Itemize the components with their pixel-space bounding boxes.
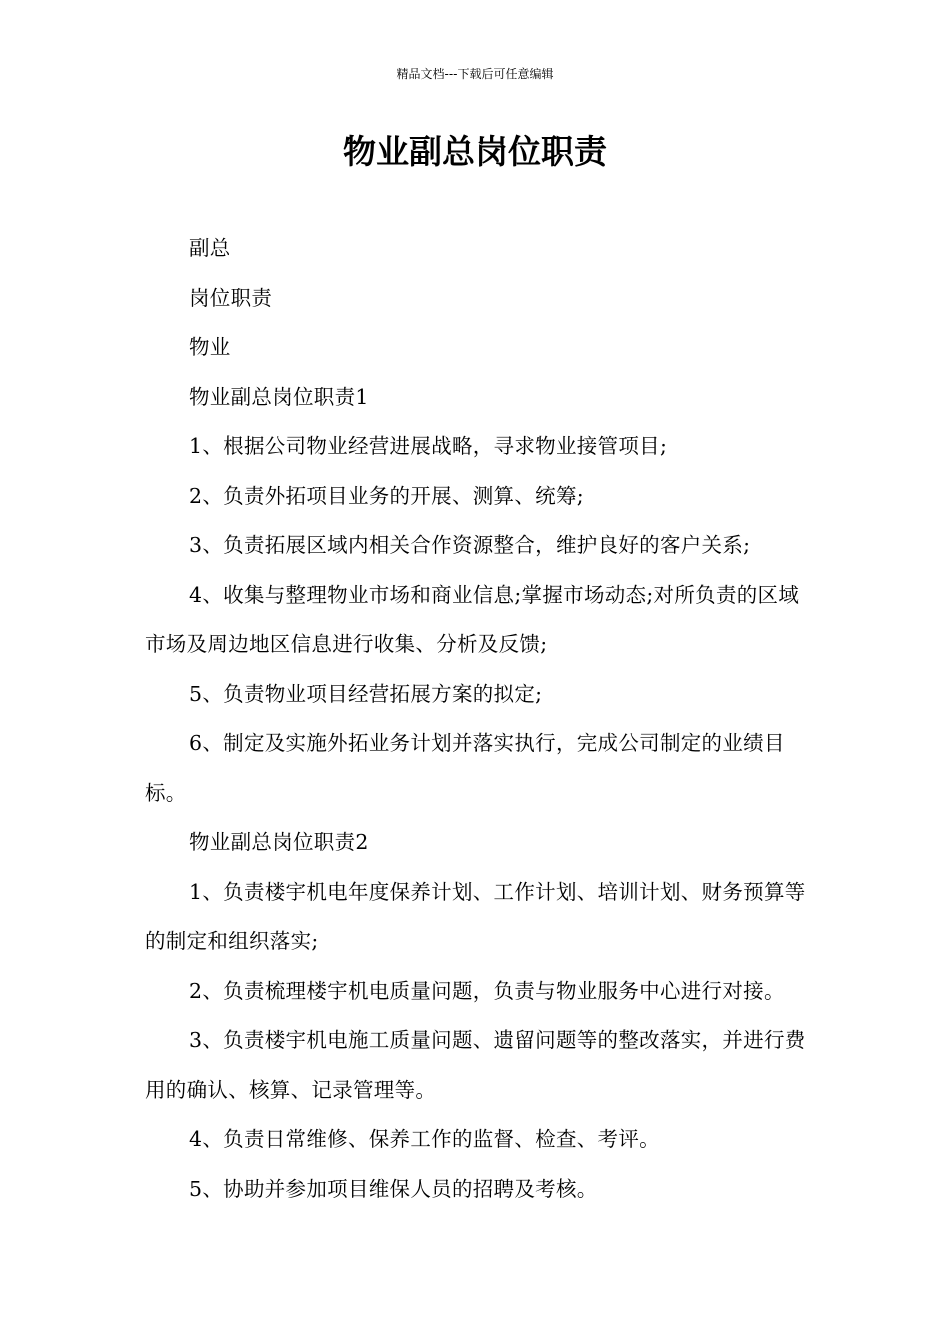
document-title: 物业副总岗位职责 xyxy=(343,132,607,171)
duty-item: 2、负责梳理楼宇机电质量问题，负责与物业服务中心进行对接。 xyxy=(189,978,785,1003)
duty-item: 1、负责楼宇机电年度保养计划、工作计划、培训计划、财务预算等的制定和组织落实; xyxy=(145,879,806,953)
duty-item: 5、协助并参加项目维保人员的招聘及考核。 xyxy=(189,1176,598,1201)
duty-item: 3、负责楼宇机电施工质量问题、遗留问题等的整改落实，并进行费用的确认、核算、记录管理等。 xyxy=(145,1028,806,1102)
paragraph-keyword-1: 副总 xyxy=(189,236,231,260)
duty-item: 2、负责外拓项目业务的开展、测算、统筹; xyxy=(189,483,584,508)
page-header-note: 精品文档---下载后可任意编辑 xyxy=(396,67,554,81)
paragraph-keyword-3: 物业 xyxy=(189,335,231,359)
document-body xyxy=(145,224,810,1214)
section-heading-2: 物业副总岗位职责2 xyxy=(189,830,369,854)
duty-item: 4、负责日常维修、保养工作的监督、检查、考评。 xyxy=(189,1127,660,1151)
duty-item: 6、制定及实施外拓业务计划并落实执行，完成公司制定的业绩目标。 xyxy=(145,731,785,805)
paragraph-keyword-2: 岗位职责 xyxy=(189,285,273,310)
duty-item: 5、负责物业项目经营拓展方案的拟定; xyxy=(189,681,543,706)
duty-item: 3、负责拓展区域内相关合作资源整合，维护良好的客户关系; xyxy=(189,533,751,557)
duty-item: 4、收集与整理物业市场和商业信息;掌握市场动态;对所负责的区域市场及周边地区信息进行收集、分析及反馈; xyxy=(145,582,800,656)
duty-item: 1、根据公司物业经营进展战略，寻求物业接管项目; xyxy=(189,434,668,458)
section-heading-1: 物业副总岗位职责1 xyxy=(189,384,369,409)
